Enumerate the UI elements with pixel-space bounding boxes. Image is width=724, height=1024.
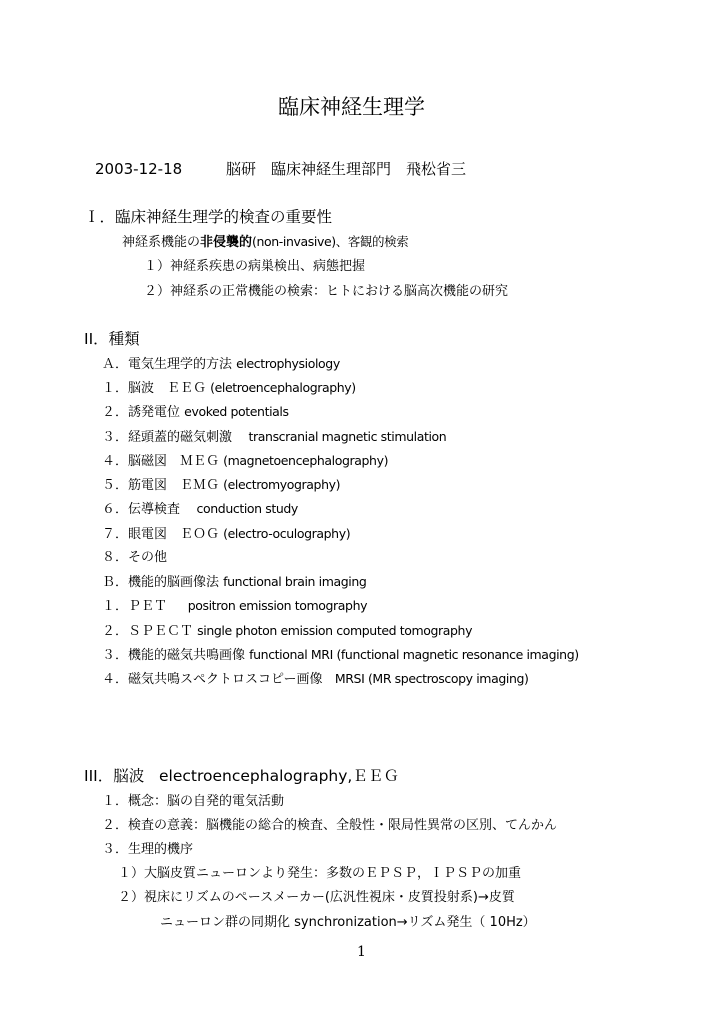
eeg-sub-item: １）大脳皮質ニューロンより発生：多数のＥＰＳＰ，ＩＰＳＰの加重 — [118, 866, 522, 881]
type-ja: ６．伝導検査 — [102, 502, 181, 517]
type-list-item — [102, 404, 289, 421]
type-ja: ７．眼電図 ＥＯＧ — [102, 527, 220, 542]
intro-prefix: 神経系機能の — [122, 235, 201, 250]
type-list-item — [102, 647, 579, 664]
type-en: electrophysiology — [236, 356, 340, 371]
page-number: 1 — [357, 944, 366, 960]
type-ja: １．ＰＥＴ — [102, 599, 168, 614]
type-list-item — [102, 550, 167, 566]
section1-item: ２）神経系の正常機能の検索：ヒトにおける脳高次機能の研究 — [144, 284, 509, 299]
type-list-item — [102, 623, 472, 640]
section1-heading: Ｉ．臨床神経生理学的検査の重要性 — [84, 208, 333, 226]
type-en: positron emission tomography — [187, 598, 368, 613]
type-list-item — [102, 598, 367, 615]
type-ja: Ｂ．機能的脳画像法 — [102, 575, 220, 590]
section3-heading — [84, 767, 399, 786]
type-ja: ５．筋電図 ＥＭＧ — [102, 478, 220, 493]
type-ja: ２．ＳＰＥＣＴ — [102, 624, 194, 639]
page-title: 臨床神経生理学 — [278, 95, 425, 119]
type-ja: ４．磁気共鳴スペクトロスコピー画像 — [102, 672, 323, 687]
type-ja: ２．誘発電位 — [102, 405, 181, 420]
type-en: transcranial magnetic stimulation — [248, 429, 447, 444]
section1-intro — [122, 234, 408, 251]
section2-heading: II．種類 — [84, 330, 140, 348]
intro-suffix: (non-invasive)、客観的検索 — [252, 234, 409, 249]
section3-heading-ja: III．脳波 — [84, 767, 145, 785]
date: 2003-12-18 — [95, 160, 183, 178]
type-ja: ３．経頭蓋的磁気刺激 — [102, 430, 233, 445]
section1-item: １）神経系疾患の病巣検出、病態把握 — [144, 259, 366, 274]
type-list-item — [102, 574, 366, 591]
affiliation: 脳研 臨床神経生理部門 飛松省三 — [226, 160, 467, 178]
type-ja: ３．機能的磁気共鳴画像 — [102, 648, 246, 663]
type-list-item — [102, 380, 356, 397]
type-en: MRSI (MR spectroscopy imaging) — [334, 671, 529, 686]
type-list-item — [102, 671, 529, 688]
intro-bold-term: 非侵襲的 — [200, 235, 253, 250]
type-list-item — [102, 526, 350, 543]
type-ja: １．脳波 ＥＥＧ — [102, 381, 207, 396]
type-en: (eletroencephalography) — [210, 380, 356, 395]
eeg-item: ３．生理的機序 — [102, 842, 194, 857]
type-en: conduction study — [196, 501, 298, 516]
type-en: (electro-oculography) — [223, 526, 351, 541]
section3-heading-en: electroencephalography,ＥＥＧ — [159, 767, 399, 785]
type-en: single photon emission computed tomography — [197, 623, 473, 638]
type-list-item — [102, 356, 340, 373]
type-list-item — [102, 501, 298, 518]
type-list-item — [102, 429, 446, 446]
type-en: (magnetoencephalography) — [223, 453, 389, 468]
type-list-item — [102, 477, 340, 494]
eeg-sub-item: ２）視床にリズムのペースメーカー(広汎性視床・皮質投射系)→皮質 — [118, 890, 515, 905]
type-list-item — [102, 453, 388, 470]
type-en: evoked potentials — [184, 404, 289, 419]
type-en: functional brain imaging — [223, 574, 367, 589]
type-ja: ８．その他 — [102, 550, 168, 565]
type-ja: ４．脳磁図 ＭＥＧ — [102, 454, 220, 469]
eeg-item: １．概念：脳の自発的電気活動 — [102, 794, 285, 809]
eeg-continuation: ニューロン群の同期化 synchronization→リズム発生（ 10Hz） — [160, 915, 536, 930]
type-en: (electromyography) — [223, 477, 341, 492]
type-ja: Ａ．電気生理学的方法 — [102, 357, 233, 372]
eeg-item: ２．検査の意義：脳機能の総合的検査、全般性・限局性異常の区別、てんかん — [102, 818, 558, 833]
type-en: functional MRI (functional magnetic resonance imaging) — [249, 647, 579, 662]
